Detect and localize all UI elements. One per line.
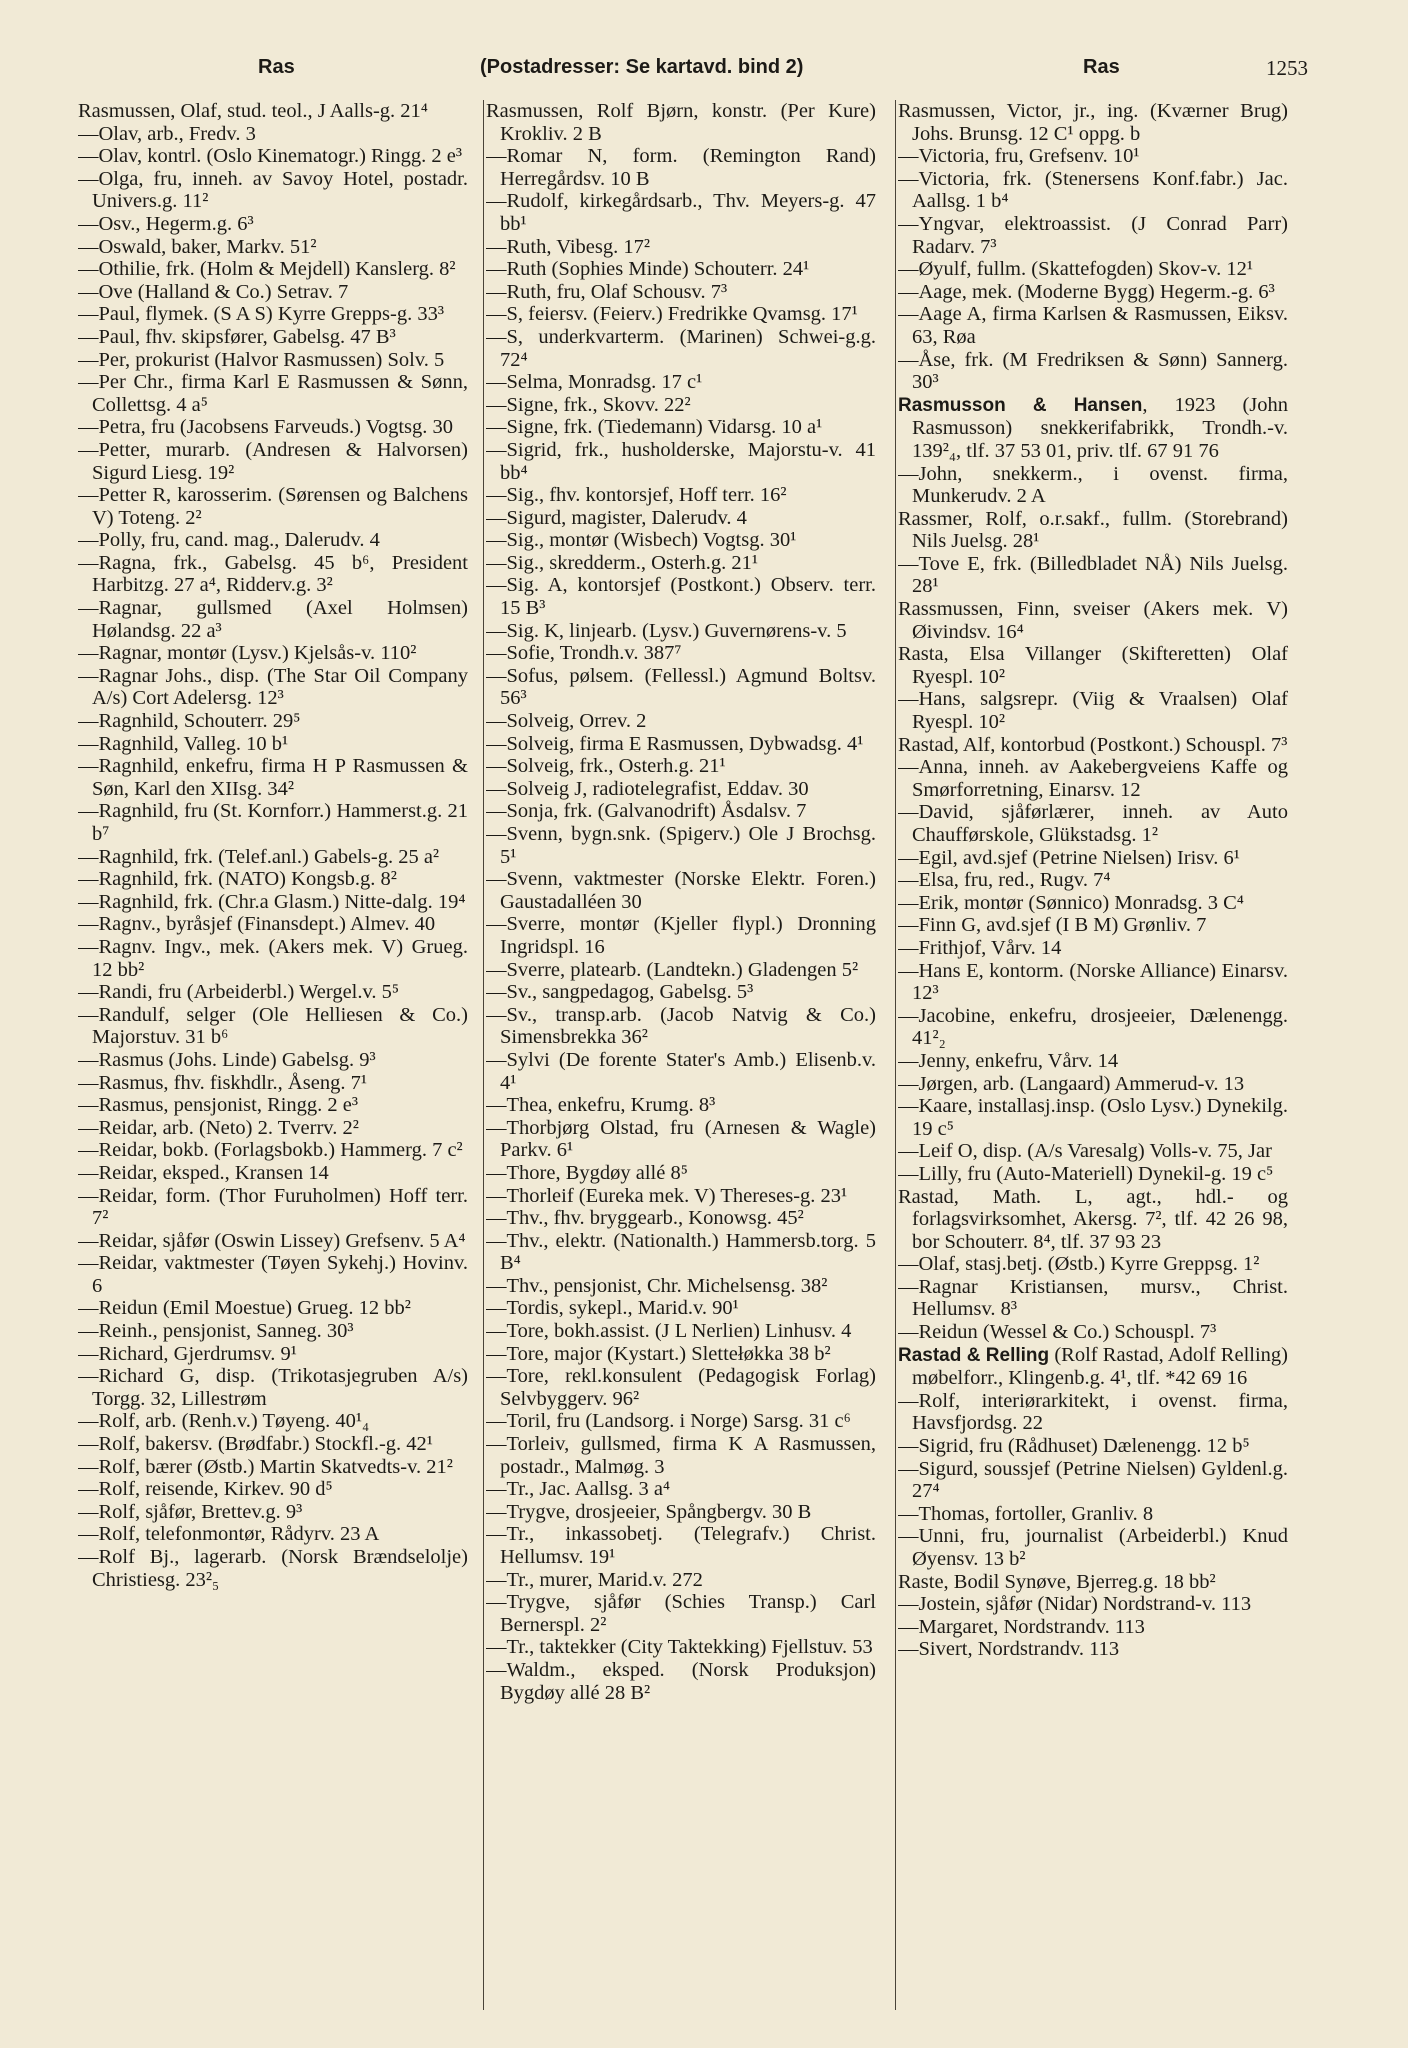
directory-entry: —Tr., murer, Marid.v. 272 (486, 1568, 703, 1591)
directory-entry: —Tore, bokh.assist. (J L Nerlien) Linhusv. 4 (486, 1320, 852, 1343)
directory-entry: —Sig., fhv. kontorsjef, Hoff terr. 16² (486, 484, 787, 507)
directory-entry: —Kaare, installasj.insp. (Oslo Lysv.) Dynekilg. 19 c⁵ (898, 1095, 1288, 1140)
directory-entry: —Reinh., pensjonist, Sanneg. 30³ (78, 1320, 354, 1343)
directory-entry: Rastad & Relling (Rolf Rastad, Adolf Relling) møbelforr., Klingenb.g. 4¹, tlf. *42 69 16 (898, 1343, 1288, 1390)
directory-entry: —Ruth (Sophies Minde) Schouterr. 24¹ (486, 258, 810, 281)
directory-entry: —Ragnhild, enkefru, firma H P Rasmussen & Søn, Karl den XIIsg. 34² (78, 755, 468, 800)
directory-column-1 (78, 100, 468, 2020)
directory-entry: —Signe, frk. (Tiedemann) Vidarsg. 10 a¹ (486, 416, 823, 439)
directory-entry: —Randi, fru (Arbeiderbl.) Wergel.v. 5⁵ (78, 981, 400, 1004)
directory-entry: —Ragnhild, frk. (NATO) Kongsb.g. 8² (78, 868, 397, 891)
header-left-keyword: Ras (258, 56, 295, 78)
directory-entry: —Reidun (Wessel & Co.) Schouspl. 7³ (898, 1321, 1217, 1344)
directory-entry: —Ragnhild, Valleg. 10 b¹ (78, 732, 289, 755)
directory-entry: —Finn G, avd.sjef (I B M) Grønliv. 7 (898, 914, 1207, 937)
directory-entry: —Thea, enkefru, Krumg. 8³ (486, 1094, 716, 1117)
directory-entry: Rasmussen, Olaf, stud. teol., J Aalls-g. 21⁴ (78, 100, 428, 122)
directory-entry: —Frithjof, Vårv. 14 (898, 936, 1062, 959)
directory-entry: —Rasmus (Johs. Linde) Gabelsg. 9³ (78, 1048, 376, 1071)
directory-entry: Rastad, Math. L, agt., hdl.- og forlagsvirksomhet, Akersg. 7², tlf. 42 26 98, bor Schouterr. 8⁴, tlf. 37 93 23 (898, 1185, 1288, 1253)
directory-entry: —Rolf, sjåfør, Brettev.g. 9³ (78, 1500, 303, 1523)
directory-entry: —Rolf, telefonmontør, Rådyrv. 23 A (78, 1523, 380, 1546)
directory-entry: —Reidar, arb. (Neto) 2. Tverrv. 2² (78, 1116, 359, 1139)
directory-entry: —Sofie, Trondh.v. 387⁷ (486, 642, 682, 665)
directory-entry: —Thv., elektr. (Nationalth.) Hammersb.torg. 5 B⁴ (486, 1229, 876, 1275)
directory-entry: —Solveig J, radiotelegrafist, Eddav. 30 (486, 777, 809, 800)
directory-entry: —S, feiersv. (Feierv.) Fredrikke Qvamsg. 17¹ (486, 303, 858, 326)
directory-entry: —Sivert, Nordstrandv. 113 (898, 1638, 1120, 1661)
directory-entry: —Ruth, fru, Olaf Schousv. 7³ (486, 280, 728, 303)
directory-entry: Rassmussen, Finn, sveiser (Akers mek. V) Øivindsv. 16⁴ (898, 598, 1288, 643)
directory-entry: —Per, prokurist (Halvor Rasmussen) Solv. 5 (78, 348, 445, 371)
directory-entry: —Trygve, sjåfør (Schies Transp.) Carl Bernerspl. 2² (486, 1591, 876, 1636)
directory-entry: —Ragnv., byråsjef (Finansdept.) Almev. 40 (78, 913, 436, 936)
directory-entry: Rasta, Elsa Villanger (Skifteretten) Olaf Ryespl. 10² (898, 643, 1288, 688)
page-header (78, 56, 1308, 88)
directory-entry: —Erik, montør (Sønnico) Monradsg. 3 C⁴ (898, 891, 1244, 914)
directory-entry: —Rasmus, fhv. fiskhdlr., Åseng. 7¹ (78, 1071, 367, 1094)
directory-entry: —Olaf, stasj.betj. (Østb.) Kyrre Greppsg. 1² (898, 1253, 1260, 1276)
directory-entry: —Sverre, platearb. (Landtekn.) Gladengen 5² (486, 958, 859, 981)
directory-entry: —Sofus, pølsem. (Fellessl.) Agmund Boltsv. 56³ (486, 664, 876, 710)
directory-entry: —Sonja, frk. (Galvanodrift) Åsdalsv. 7 (486, 800, 807, 823)
directory-entry: —Selma, Monradsg. 17 c¹ (486, 371, 703, 394)
directory-entry: —Thorleif (Eureka mek. V) Thereses-g. 23¹ (486, 1184, 848, 1207)
directory-entry: —Jacobine, enkefru, drosjeeier, Dælenengg. 41²₂ (898, 1004, 1288, 1050)
header-postal-note: (Postadresser: Se kartavd. bind 2) (480, 56, 804, 78)
directory-entry: —Ragnar Johs., disp. (The Star Oil Company A/s) Cort Adelersg. 12³ (78, 664, 468, 710)
directory-entry: —Rolf, bærer (Østb.) Martin Skatvedts-v. 21² (78, 1455, 453, 1478)
directory-entry: —Per Chr., firma Karl E Rasmussen & Sønn, Collettsg. 4 a⁵ (78, 371, 468, 416)
directory-entry: —Hans, salgsrepr. (Viig & Vraalsen) Olaf Ryespl. 10² (898, 688, 1288, 734)
directory-entry: —Reidun (Emil Moestue) Grueg. 12 bb² (78, 1297, 411, 1320)
directory-entry: —Ragnhild, Schouterr. 29⁵ (78, 710, 301, 733)
directory-column-2 (486, 100, 876, 2020)
directory-entry: —Tore, rekl.konsulent (Pedagogisk Forlag) Selvbyggerv. 96² (486, 1365, 876, 1410)
directory-entry: —Sigurd, magister, Dalerudv. 4 (486, 506, 747, 529)
page-number: 1253 (1266, 56, 1308, 80)
directory-entry: —Lilly, fru (Auto-Materiell) Dynekil-g. 19 c⁵ (898, 1162, 1274, 1185)
directory-entry: —Tove E, frk. (Billedbladet NÅ) Nils Juelsg. 28¹ (898, 552, 1288, 598)
directory-entry: —Unni, fru, journalist (Arbeiderbl.) Knud Øyensv. 13 b² (898, 1525, 1288, 1570)
directory-entry: —Waldm., eksped. (Norsk Produksjon) Bygdøy allé 28 B² (486, 1658, 876, 1704)
directory-entry: —Petra, fru (Jacobsens Farveuds.) Vogtsg. 30 (78, 416, 454, 439)
firm-name: Rasmusson & Hansen (898, 394, 1143, 416)
directory-entry: —Sig., skredderm., Osterh.g. 21¹ (486, 551, 759, 574)
directory-entry: —Thv., pensjonist, Chr. Michelsensg. 38² (486, 1274, 828, 1297)
directory-entry: —Richard G, disp. (Trikotasjegruben A/s) Torgg. 32, Lillestrøm (78, 1365, 468, 1410)
directory-entry: —Paul, flymek. (S A S) Kyrre Grepps-g. 33³ (78, 303, 444, 326)
directory-entry: —Reidar, sjåfør (Oswin Lissey) Grefsenv. 5 A⁴ (78, 1229, 466, 1252)
directory-entry: —Sigurd, soussjef (Petrine Nielsen) Gyldenl.g. 27⁴ (898, 1457, 1288, 1503)
directory-entry: —Yngvar, elektroassist. (J Conrad Parr) Radarv. 7³ (898, 212, 1288, 258)
directory-entry: —Rolf Bj., lagerarb. (Norsk Brændselolje) Christiesg. 23²₅ (78, 1546, 468, 1591)
directory-entry: —Reidar, form. (Thor Furuholmen) Hoff terr. 7² (78, 1184, 468, 1230)
directory-entry: —Rudolf, kirkegårdsarb., Thv. Meyers-g. 47 bb¹ (486, 190, 876, 235)
directory-entry: —Ragnhild, frk. (Telef.anl.) Gabels-g. 25 a² (78, 845, 440, 868)
directory-entry: Rastad, Alf, kontorbud (Postkont.) Schouspl. 7³ (898, 733, 1288, 756)
directory-entry: —Tr., taktekker (City Taktekking) Fjellstuv. 53 (486, 1636, 873, 1659)
directory-entry: —Tr., Jac. Aallsg. 3 a⁴ (486, 1478, 671, 1501)
directory-entry: Rasmusson & Hansen, 1923 (John Rasmusson) snekkerifabrikk, Trondh.-v. 139²₄, tlf. 37 53 01, priv. tlf. 67 91 76 (898, 393, 1288, 462)
directory-entry: —Solveig, firma E Rasmussen, Dybwadsg. 4¹ (486, 732, 864, 755)
directory-entry: —Leif O, disp. (A/s Varesalg) Volls-v. 75, Jar (898, 1140, 1272, 1163)
directory-entry: —Anna, inneh. av Aakebergveiens Kaffe og Smørforretning, Einarsv. 12 (898, 756, 1288, 801)
directory-entry: —Petter R, karosserim. (Sørensen og Balchens V) Toteng. 2² (78, 484, 468, 529)
directory-entry: —Thv., fhv. bryggearb., Konowsg. 45² (486, 1207, 804, 1230)
directory-entry: —Rasmus, pensjonist, Ringg. 2 e³ (78, 1094, 359, 1117)
directory-columns (78, 100, 1308, 2020)
directory-entry: —Signe, frk., Skovv. 22² (486, 393, 691, 416)
directory-entry: —Sig., montør (Wisbech) Vogtsg. 30¹ (486, 529, 797, 552)
directory-entry: —Osv., Hegerm.g. 6³ (78, 212, 254, 235)
directory-entry: —Victoria, frk. (Stenersens Konf.fabr.) Jac. Aallsg. 1 b⁴ (898, 167, 1288, 213)
directory-entry: —Elsa, fru, red., Rugv. 7⁴ (898, 869, 1111, 892)
directory-entry: —Ragnar, montør (Lysv.) Kjelsås-v. 110² (78, 642, 417, 665)
directory-entry: —Thorbjørg Olstad, fru (Arnesen & Wagle) Parkv. 6¹ (486, 1116, 876, 1162)
directory-entry: —Randulf, selger (Ole Helliesen & Co.) Majorstuv. 31 b⁶ (78, 1003, 468, 1049)
directory-entry: —Paul, fhv. skipsfører, Gabelsg. 47 B³ (78, 325, 396, 348)
directory-entry: —Jenny, enkefru, Vårv. 14 (898, 1049, 1119, 1072)
directory-entry: —Sv., transp.arb. (Jacob Natvig & Co.) Simensbrekka 36² (486, 1003, 876, 1049)
directory-entry: —Ragnar Kristiansen, mursv., Christ. Hellumsv. 8³ (898, 1275, 1288, 1321)
directory-entry: —Ragnhild, fru (St. Kornforr.) Hammerst.g. 21 b⁷ (78, 800, 468, 845)
directory-entry: —Richard, Gjerdrumsv. 9¹ (78, 1342, 297, 1365)
directory-entry: —Svenn, vaktmester (Norske Elektr. Foren.) Gaustadalléen 30 (486, 868, 876, 913)
directory-entry: —Tr., inkassobetj. (Telegrafv.) Christ. Hellumsv. 19¹ (486, 1523, 876, 1568)
directory-entry: —Sverre, montør (Kjeller flypl.) Dronning Ingridspl. 16 (486, 913, 876, 958)
directory-entry: —Torleiv, gullsmed, firma K A Rasmussen, postadr., Malmøg. 3 (486, 1433, 876, 1478)
directory-entry: —Hans E, kontorm. (Norske Alliance) Einarsv. 12³ (898, 959, 1288, 1005)
directory-entry: —Egil, avd.sjef (Petrine Nielsen) Irisv. 6¹ (898, 846, 1240, 869)
directory-entry: —Olav, kontrl. (Oslo Kinematogr.) Ringg. 2 e³ (78, 145, 463, 168)
directory-entry: —Petter, murarb. (Andresen & Halvorsen) Sigurd Liesg. 19² (78, 438, 468, 484)
firm-name: Rastad & Relling (898, 1344, 1050, 1366)
directory-entry: —Ragnv. Ingv., mek. (Akers mek. V) Grueg. 12 bb² (78, 935, 468, 981)
directory-entry: —Sigrid, frk., husholderske, Majorstu-v. 41 bb⁴ (486, 438, 876, 484)
directory-column-3 (898, 100, 1288, 2020)
directory-entry: —Ragnar, gullsmed (Axel Holmsen) Hølandsg. 22 a³ (78, 597, 468, 642)
directory-entry: —Tordis, sykepl., Marid.v. 90¹ (486, 1297, 739, 1320)
directory-entry: —Sig. A, kontorsjef (Postkont.) Observ. terr. 15 B³ (486, 574, 876, 620)
directory-entry: —Sigrid, fru (Rådhuset) Dælenengg. 12 b⁵ (898, 1435, 1250, 1458)
directory-entry: —Rolf, interiørarkitekt, i ovenst. firma, Havsfjordsg. 22 (898, 1389, 1288, 1435)
directory-entry: —Solveig, Orrev. 2 (486, 710, 647, 733)
directory-entry: —Aage, mek. (Moderne Bygg) Hegerm.-g. 6³ (898, 280, 1275, 303)
directory-entry: —Øyulf, fullm. (Skattefogden) Skov-v. 12¹ (898, 258, 1253, 281)
directory-entry: —Reidar, eksped., Kransen 14 (78, 1161, 329, 1184)
directory-entry: —Svenn, bygn.snk. (Spigerv.) Ole J Brochsg. 5¹ (486, 823, 876, 868)
directory-entry: —Thomas, fortoller, Granliv. 8 (898, 1502, 1154, 1525)
directory-entry: —Trygve, drosjeeier, Spångbergv. 30 B (486, 1500, 812, 1523)
directory-entry: —Ruth, Vibesg. 17² (486, 235, 650, 258)
directory-entry: —Jørgen, arb. (Langaard) Ammerud-v. 13 (898, 1072, 1245, 1095)
directory-entry: —Oswald, baker, Markv. 51² (78, 235, 317, 258)
directory-entry: —Ragna, frk., Gabelsg. 45 b⁶, President Harbitzg. 27 a⁴, Ridderv.g. 3² (78, 551, 468, 597)
directory-entry: —S, underkvarterm. (Marinen) Schwei-g.g. 72⁴ (486, 325, 876, 371)
directory-entry: —Sylvi (De forente Stater's Amb.) Elisenb.v. 4¹ (486, 1048, 876, 1094)
directory-entry: —Sv., sangpedagog, Gabelsg. 5³ (486, 981, 754, 1004)
directory-entry: Raste, Bodil Synøve, Bjerreg.g. 18 bb² (898, 1570, 1216, 1593)
directory-entry: —Åse, frk. (M Fredriksen & Sønn) Sannerg. 30³ (898, 348, 1288, 394)
directory-entry: —Olav, arb., Fredv. 3 (78, 122, 256, 145)
directory-entry: —Solveig, frk., Osterh.g. 21¹ (486, 755, 726, 778)
directory-entry: —Romar N, form. (Remington Rand) Herregårdsv. 10 B (486, 145, 876, 190)
directory-entry: —Rolf, bakersv. (Brødfabr.) Stockfl.-g. 42¹ (78, 1433, 433, 1456)
directory-entry: —John, snekkerm., i ovenst. firma, Munkerudv. 2 A (898, 462, 1288, 508)
directory-entry: —Toril, fru (Landsorg. i Norge) Sarsg. 31 c⁶ (486, 1410, 851, 1433)
directory-entry: —Olga, fru, inneh. av Savoy Hotel, postadr. Univers.g. 11² (78, 167, 468, 213)
directory-entry: —Jostein, sjåfør (Nidar) Nordstrand-v. 113 (898, 1593, 1252, 1616)
directory-entry: Rassmer, Rolf, o.r.sakf., fullm. (Storebrand) Nils Juelsg. 28¹ (898, 507, 1288, 553)
directory-entry: —Victoria, fru, Grefsenv. 10¹ (898, 145, 1140, 168)
directory-entry: —Margaret, Nordstrandv. 113 (898, 1615, 1145, 1638)
directory-entry: —Reidar, vaktmester (Tøyen Sykehj.) Hovinv. 6 (78, 1252, 468, 1297)
directory-entry: —Sig. K, linjearb. (Lysv.) Guvernørens-v. 5 (486, 619, 847, 642)
directory-entry: —Ragnhild, frk. (Chr.a Glasm.) Nitte-dalg. 19⁴ (78, 890, 466, 913)
directory-entry: —Reidar, bokb. (Forlagsbokb.) Hammerg. 7 c² (78, 1139, 463, 1162)
directory-entry: —Rolf, reisende, Kirkev. 90 d⁵ (78, 1478, 333, 1501)
directory-entry: —Othilie, frk. (Holm & Mejdell) Kanslerg. 8² (78, 258, 456, 281)
directory-entry: —David, sjåførlærer, inneh. av Auto Chaufførskole, Glükstadsg. 1² (898, 801, 1288, 846)
directory-entry: —Ove (Halland & Co.) Setrav. 7 (78, 280, 349, 303)
directory-entry: —Thore, Bygdøy allé 8⁵ (486, 1161, 688, 1184)
directory-entry: Rasmussen, Victor, jr., ing. (Kværner Brug) Johs. Brunsg. 12 C¹ oppg. b (898, 100, 1288, 145)
directory-entry: —Polly, fru, cand. mag., Dalerudv. 4 (78, 529, 380, 552)
directory-entry: —Tore, major (Kystart.) Slettełøkka 38 b² (486, 1342, 831, 1365)
directory-entry: Rasmussen, Rolf Bjørn, konstr. (Per Kure) Krokliv. 2 B (486, 100, 876, 145)
directory-entry: —Aage A, firma Karlsen & Rasmussen, Eiksv. 63, Røa (898, 303, 1288, 348)
header-right-keyword: Ras (1083, 56, 1120, 78)
directory-entry: —Rolf, arb. (Renh.v.) Tøyeng. 40¹₄ (78, 1410, 370, 1433)
